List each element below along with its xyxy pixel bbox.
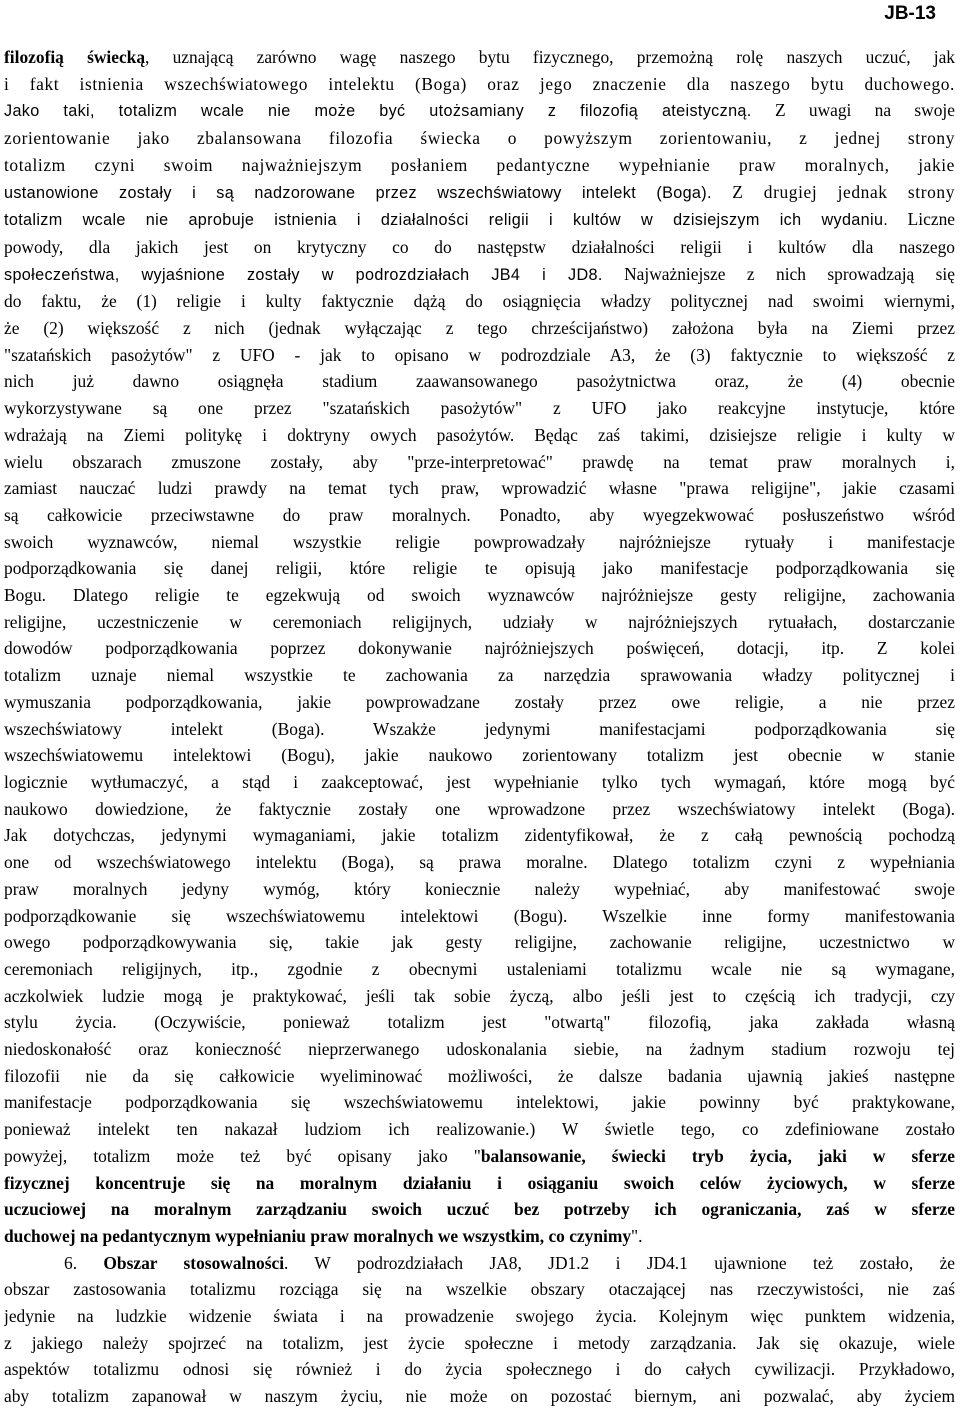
bold-text: duchowej na pedantycznym wypełnianiu praw moralnych we wszystkim, co czynimy [4, 1225, 632, 1246]
text-line [4, 1143, 955, 1170]
text-span: aby totalizm zapanował w naszym życiu, nie może on pozostać biernym, ani pozwalać, aby życiem [4, 1386, 955, 1407]
text-line [4, 1170, 955, 1197]
text-span: Ponadto, aby wyegzekwować posłuszeństwo wśród [470, 504, 955, 525]
text-span: 6. [64, 1252, 104, 1273]
text-span: jedynie na ludzkie widzenie świata i na prowadzenie swojego życia. [4, 1306, 637, 1327]
text-span: Jak się okazuje, wiele [736, 1332, 955, 1353]
text-line [4, 1303, 955, 1330]
bold-text: fizycznej koncentruje się na moralnym działaniu i osiąganiu swoich celów życiowych, w sferze [4, 1172, 955, 1193]
text-line [4, 1036, 955, 1063]
text-span: Bogu. [4, 585, 47, 606]
text-span: zorientowanie jako zbalansowana filozofia świecka o powyższym zorientowaniu, z jednej strony [4, 128, 955, 149]
text-span: totalizm czyni swoim najważniejszym posłaniem pedantyczne wypełnianie praw moralnych, jakie [4, 154, 955, 175]
text-span: Dlatego religie te egzekwują od swoich wyznawców najróżniejsze gesty religijne, zachowania [46, 585, 955, 606]
bold-text: Obszar stosowalności [103, 1252, 285, 1273]
text-span: ". [631, 1225, 643, 1246]
text-span: (Oczywiście, ponieważ totalizm jest "otwartą" filozofią, jaka zakłada własną [116, 1012, 955, 1033]
text-span: aczkolwiek ludzie mogą je praktykować, jeśli tak sobie życzą, albo jeśli jest to częścią ich tradycji, czy [4, 985, 955, 1006]
text-span: Wszakże jedynymi manifestacjami podporządkowania się [324, 718, 955, 739]
text-span: Z drugiej jednak strony [711, 181, 955, 202]
text-span: . W podrozdziałach JA8, JD1.2 i JD4.1 ujawnione też zostało, że [284, 1252, 955, 1273]
text-span: ceremoniach religijnych, itp., zgodnie z obecnymi ustaleniami totalizmu wcale nie są wymagane, [4, 958, 955, 979]
text-line [4, 315, 955, 342]
text-span: powyżej, totalizm może też być opisany jako " [4, 1145, 481, 1166]
text-span: Będąc zaś takimi, dzisiejsze religie i kulty w [514, 424, 955, 445]
text-span: zamiast nauczać ludzi prawdy na temat tych praw, wprowadzić własne "prawa religijne", jakie czasami [4, 478, 955, 499]
text-span: Liczne [888, 209, 955, 230]
text-line [4, 635, 955, 662]
text-span: powody, dla jakich jest on krytyczny co do następstw działalności religii i kultów dla naszego [4, 236, 955, 257]
text-span: swoich wyznawców, niemal wszystkie religie powprowadzały najróżniejsze rytuały i manifestacje [4, 531, 955, 552]
text-line [4, 1009, 955, 1036]
text-span: wielu obszarach zmuszone zostały, aby "prze-interpretować" prawdę na temat praw moralnych i, [4, 451, 955, 472]
text-line [4, 1250, 955, 1277]
text-span: podporządkowania się danej religii, które religie te opisują jako manifestacje podporządkowania się [4, 558, 955, 579]
text-line [4, 97, 955, 125]
text-span: totalizm uznaje niemal wszystkie te zachowania za narzędzia sprawowania władzy politycznej i [4, 665, 955, 686]
text-span: W świetle tego, co zdefiniowane zostało [535, 1119, 955, 1140]
text-line [4, 422, 955, 449]
text-line [4, 44, 955, 71]
text-line [4, 1330, 955, 1357]
text-line [4, 71, 955, 98]
text-span: Najważniejsze z nich sprowadzają się [602, 263, 955, 284]
text-line [4, 769, 955, 796]
text-line [4, 822, 955, 849]
text-line [4, 903, 955, 930]
text-line [4, 1116, 955, 1143]
text-line [4, 876, 955, 903]
text-span: niedoskonałość oraz konieczność nieprzerwanego udoskonalania siebie, na żadnym stadium rozwoju tej [4, 1039, 955, 1060]
text-span: nich już dawno osiągnęła stadium zaawansowanego pasożytnictwa oraz, że (4) obecnie [4, 371, 955, 392]
text-span: , uznającą zarówno wagę naszego bytu fizycznego, przemożną rolę naszych uczuć, jak [145, 47, 955, 67]
text-span: i fakt istnienia wszechświatowego intelektu (Boga) oraz jego znaczenie dla naszego bytu duchowego. [4, 73, 955, 94]
text-span: społeczeństwa, wyjaśnione zostały w podrozdziałach JB4 i JD8. [4, 265, 603, 284]
text-line [4, 929, 955, 956]
text-span: ustanowione zostały i są nadzorowane przez wszechświatowy intelekt (Boga). [4, 183, 712, 202]
text-span: ponieważ intelekt ten nakazał ludziom ich realizowanie.) [4, 1119, 536, 1140]
text-line [4, 395, 955, 422]
text-line [4, 288, 955, 315]
text-span: Jak dotychczas, jedynymi wymaganiami, jakie totalizm zidentyfikował, że z całą pewnością pochodzą [4, 825, 955, 846]
text-span: logicznie wytłumaczyć, a stąd i zaakceptować, jest wypełnianie tylko tych wymagań, które mogą być [4, 771, 955, 792]
text-line [4, 368, 955, 395]
text-line [4, 1276, 955, 1303]
text-span: "szatańskich pasożytów" z UFO - jak to opisano w podrozdziale A3, że (3) faktycznie to większość z [4, 344, 955, 365]
text-line [4, 342, 955, 369]
text-span: obszar zastosowania totalizmu rozciąga się na wszelkie obszary otaczającej nas rzeczywistości, nie zaś [4, 1279, 955, 1300]
text-span: Wszelkie inne formy manifestowania [567, 905, 955, 926]
text-span: wdrażają na Ziemi politykę i doktryny owych pasożytów. [4, 424, 515, 445]
text-span: są całkowicie przeciwstawne do praw moralnych. [4, 504, 471, 525]
text-line [4, 261, 955, 289]
text-line [4, 1089, 955, 1116]
text-span: Jako taki, totalizm wcale nie może być utożsamiany z filozofią ateistyczną. [4, 102, 752, 121]
text-line [4, 1223, 955, 1250]
text-line [4, 796, 955, 823]
text-line [4, 742, 955, 769]
text-span: Z uwagi na swoje [751, 100, 955, 121]
text-span: Kolejnym więc punktem widzenia, [636, 1306, 955, 1327]
text-line [4, 152, 955, 179]
bold-text: balansowanie, świecki tryb życia, jaki w sferze [480, 1145, 955, 1166]
text-line [4, 983, 955, 1010]
bold-text: filozofią świecką [4, 47, 146, 67]
text-line [4, 662, 955, 689]
text-span: religijne, uczestniczenie w ceremoniach religijnych, udziały w najróżniejszych rytuałach, dostarczanie [4, 611, 955, 632]
text-line [4, 125, 955, 152]
page-id: JB-13 [884, 3, 936, 24]
text-line [4, 234, 955, 261]
text-line [4, 956, 955, 983]
text-span: one od wszechświatowego intelektu (Boga), są prawa moralne. [4, 852, 588, 873]
text-span: stylu życia. [4, 1012, 117, 1033]
text-span: Z kolei [844, 638, 955, 659]
text-line [4, 502, 955, 529]
text-line [4, 555, 955, 582]
text-span: dowodów podporządkowania poprzez dokonywanie najróżniejszych poświęceń, dotacji, itp. [4, 638, 845, 659]
text-span: Dlatego totalizm czyni z wypełniania [587, 852, 955, 873]
text-span: praw moralnych jedyny wymóg, który koniecznie należy wypełniać, aby manifestować swoje [4, 878, 955, 899]
text-line [4, 1196, 955, 1223]
text-span: Przykładowo, [835, 1359, 955, 1380]
text-line [4, 206, 955, 234]
text-line [4, 1356, 955, 1383]
text-span: wykorzystywane są one przez "szatańskich pasożytów" z UFO jako reakcyjne instytucje, które [4, 398, 955, 419]
text-span: owego podporządkowywania się, takie jak gesty religijne, zachowanie religijne, uczestnictwo w [4, 932, 955, 953]
text-span: aspektów totalizmu odnosi się również i do życia społecznego i do całych cywilizacji. [4, 1359, 836, 1380]
text-span: wymuszania podporządkowania, jakie powprowadzane zostały przez owe religie, a nie przez [4, 691, 955, 712]
text-line [4, 529, 955, 556]
text-line [4, 1063, 955, 1090]
text-line [4, 1383, 955, 1410]
text-span: że (2) większość z nich (jednak wyłączając z tego chrześcijaństwo) założona była na Ziemi przez [4, 318, 955, 339]
text-span: do faktu, że (1) religie i kulty faktycznie dążą do osiągnięcia władzy politycznej nad swoimi wiernymi, [4, 291, 955, 312]
text-span: wszechświatowemu intelektowi (Bogu), jakie naukowo zorientowany totalizm jest obecnie w stanie [4, 745, 955, 766]
text-line [4, 179, 955, 207]
text-line [4, 582, 955, 609]
text-line [4, 849, 955, 876]
text-span: manifestacje podporządkowania się wszechświatowemu intelektowi, jakie powinny być praktykowane, [4, 1092, 955, 1113]
text-line [4, 609, 955, 636]
bold-text: uczuciowej na moralnym zarządzaniu swoich uczuć bez potrzeby ich ograniczania, zaś w sferze [4, 1199, 955, 1220]
text-span: totalizm wcale nie aprobuje istnienia i działalności religii i kultów w dzisiejszym ich wydaniu. [4, 211, 889, 230]
text-span: podporządkowanie się wszechświatowemu intelektowi (Bogu). [4, 905, 568, 926]
document-body [4, 44, 955, 1410]
text-line [4, 449, 955, 476]
text-line [4, 716, 955, 743]
text-span: z jakiego należy spojrzeć na totalizm, jest życie społeczne i metody zarządzania. [4, 1332, 737, 1353]
text-span: wszechświatowy intelekt (Boga). [4, 718, 325, 739]
text-line [4, 475, 955, 502]
text-line [4, 689, 955, 716]
text-span: naukowo dowiedzione, że faktycznie zostały one wprowadzone przez wszechświatowy intelekt (Boga). [4, 798, 955, 819]
text-span: filozofii nie da się całkowicie wyeliminować możliwości, że dalsze badania ujawnią jakieś następne [4, 1065, 955, 1086]
